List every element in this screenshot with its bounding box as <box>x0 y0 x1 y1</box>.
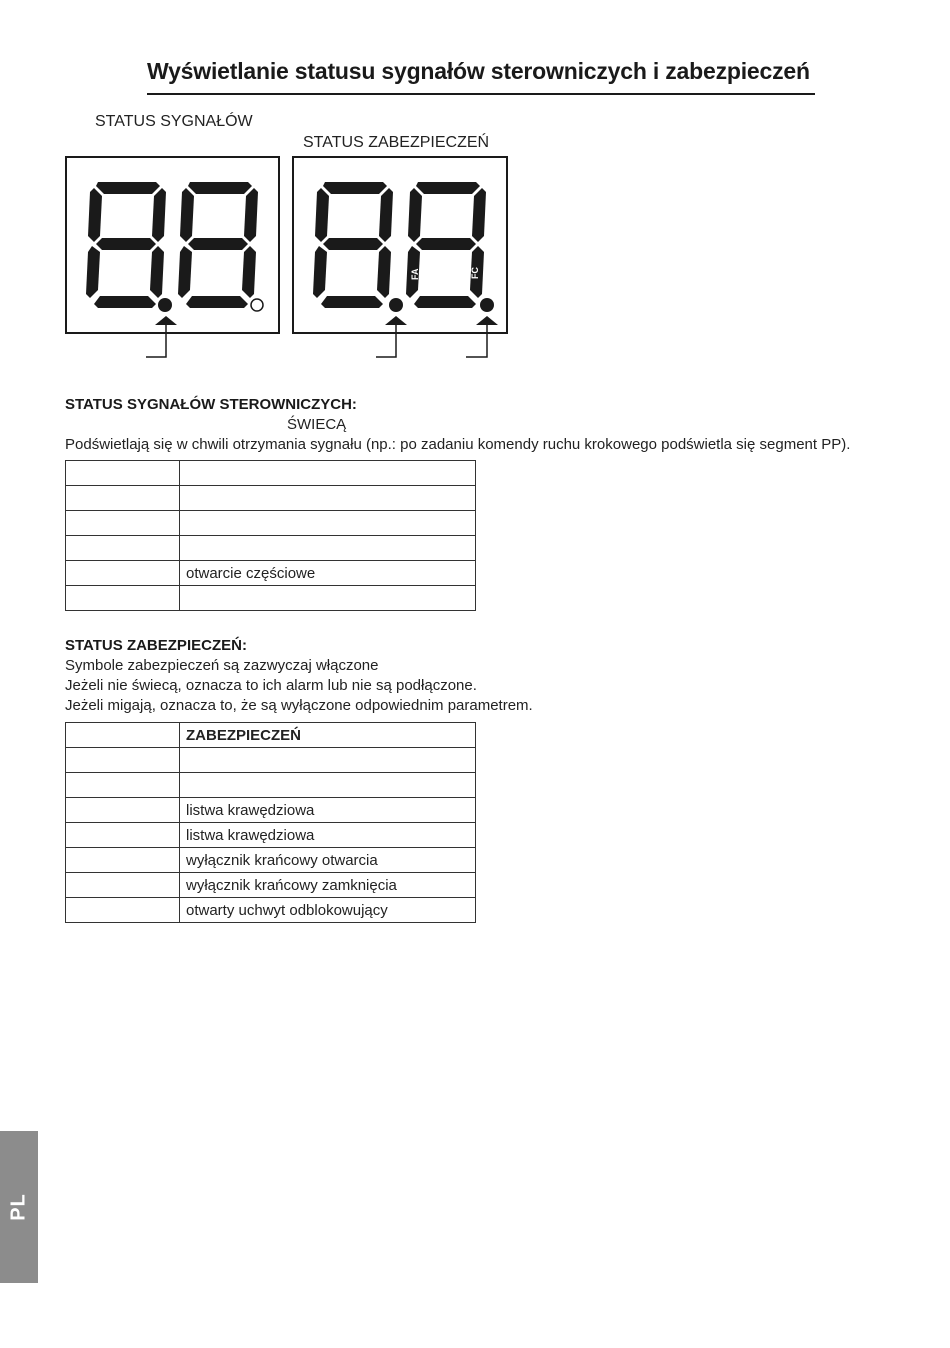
arrow-line-safety-1 <box>376 322 396 357</box>
signals-section-description: Podświetlają się w chwili otrzymania sygnału (np.: po zadaniu komendy ruchu krokowego podświetla się segment PP). <box>65 436 851 453</box>
table-row <box>66 511 476 536</box>
safety-digit-1 <box>313 182 393 308</box>
signal-cell <box>66 561 180 586</box>
safety-cell <box>66 748 180 773</box>
description-cell <box>180 536 476 561</box>
description-cell <box>180 773 476 798</box>
signals-section-subheading: ŚWIECĄ <box>287 416 347 433</box>
signal-cell <box>66 461 180 486</box>
description-cell: wyłącznik krańcowy zamknięcia <box>180 873 476 898</box>
table-row <box>66 798 476 823</box>
safety-cell <box>66 773 180 798</box>
safety-cell <box>66 848 180 873</box>
signals-status-label: STATUS SYGNAŁÓW <box>95 113 253 130</box>
description-cell <box>180 586 476 611</box>
table-row <box>66 461 476 486</box>
description-cell <box>180 748 476 773</box>
language-tab <box>0 1131 38 1283</box>
description-cell: listwa krawędziowa <box>180 823 476 848</box>
segment-fa-label: FA <box>410 268 420 280</box>
description-cell: listwa krawędziowa <box>180 798 476 823</box>
table-row <box>66 486 476 511</box>
safety-cell <box>66 898 180 923</box>
arrow-head-safety-2 <box>476 316 498 325</box>
table-header-row <box>66 723 476 748</box>
table-row <box>66 848 476 873</box>
safety-line-1: Symbole zabezpieczeń są zazwyczaj włączone <box>65 657 379 674</box>
safety-line-3: Jeżeli migają, oznacza to, że są wyłączone odpowiednim parametrem. <box>65 697 533 714</box>
description-cell <box>180 511 476 536</box>
description-cell <box>180 461 476 486</box>
description-cell: wyłącznik krańcowy otwarcia <box>180 848 476 873</box>
table-row <box>66 586 476 611</box>
signal-cell <box>66 536 180 561</box>
signals-digit-2 <box>178 182 258 308</box>
signals-section-heading: STATUS SYGNAŁÓW STEROWNICZYCH: <box>65 396 357 413</box>
signals-dot-2 <box>251 299 263 311</box>
table-row <box>66 873 476 898</box>
signal-cell <box>66 511 180 536</box>
safety-digit-2 <box>406 182 486 308</box>
signals-table <box>65 460 476 611</box>
arrow-head-safety-1 <box>385 316 407 325</box>
seven-segment-diagram <box>0 0 950 380</box>
safety-cell <box>66 873 180 898</box>
signal-cell <box>66 586 180 611</box>
arrow-line-signals <box>146 322 166 357</box>
safety-dot-2 <box>480 298 494 312</box>
description-cell: otwarty uchwyt odblokowujący <box>180 898 476 923</box>
table-row <box>66 561 476 586</box>
table-row <box>66 823 476 848</box>
language-tab-label: PL <box>7 1193 30 1221</box>
table-row <box>66 898 476 923</box>
arrow-head-signals <box>155 316 177 325</box>
table-row <box>66 536 476 561</box>
header-cell <box>66 723 180 748</box>
safety-dot-1 <box>389 298 403 312</box>
table-row <box>66 773 476 798</box>
safety-section-heading: STATUS ZABEZPIECZEŃ: <box>65 637 247 654</box>
segment-fc-label: FC <box>470 267 480 279</box>
page-title: Wyświetlanie statusu sygnałów sterowniczych i zabezpieczeń <box>147 58 815 95</box>
description-cell: otwarcie częściowe <box>180 561 476 586</box>
arrow-line-safety-2 <box>466 322 487 357</box>
signals-digit-1 <box>86 182 166 308</box>
signals-dot-1 <box>158 298 172 312</box>
header-cell: ZABEZPIECZEŃ <box>180 723 476 748</box>
safety-cell <box>66 823 180 848</box>
safety-line-2: Jeżeli nie świecą, oznacza to ich alarm lub nie są podłączone. <box>65 677 477 694</box>
signal-cell <box>66 486 180 511</box>
description-cell <box>180 486 476 511</box>
table-row <box>66 748 476 773</box>
safety-status-label: STATUS ZABEZPIECZEŃ <box>303 134 490 151</box>
safety-cell <box>66 798 180 823</box>
safety-table <box>65 722 476 923</box>
